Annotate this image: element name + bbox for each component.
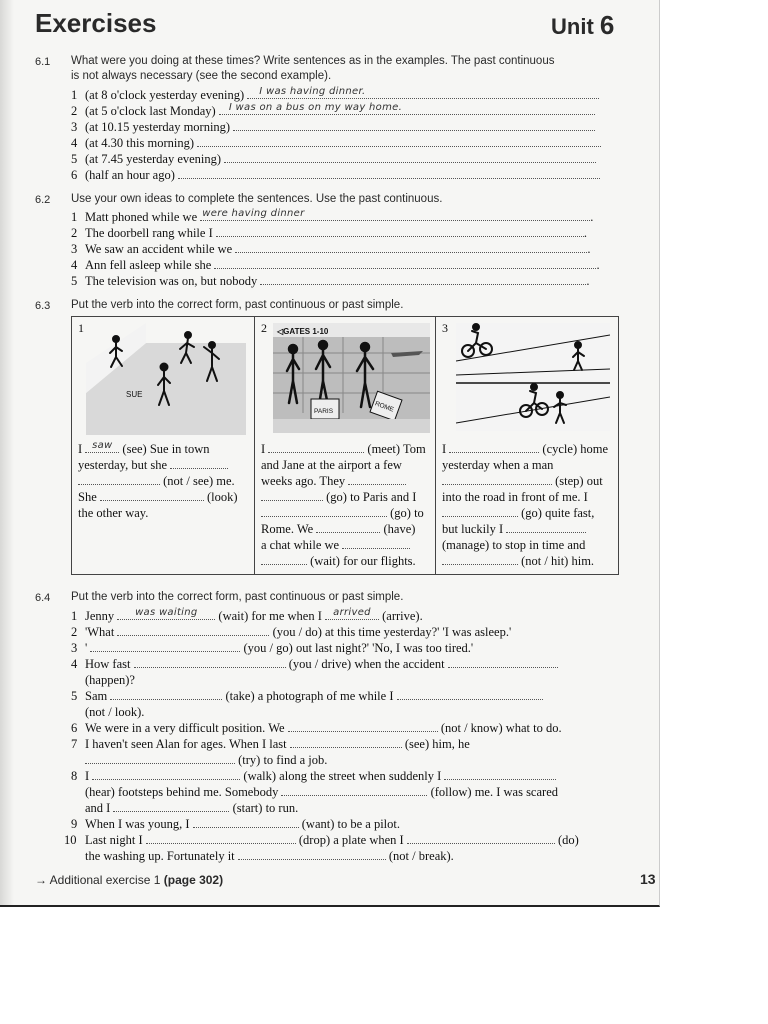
item-text: and I (85, 801, 111, 815)
panel-text-part: but luckily I (442, 522, 504, 536)
panel-text-part: (look) (207, 490, 238, 504)
item-text: (you / do) at this time yesterday?' 'I was asleep.' (272, 625, 512, 639)
item-text: Jenny (85, 609, 115, 623)
item-number: 3 (71, 641, 78, 655)
item-number: 4 (71, 136, 78, 150)
answer-field[interactable] (342, 538, 410, 549)
line-end: . (596, 258, 600, 272)
exercise-line (85, 784, 558, 800)
panel-text (78, 441, 250, 521)
picture-grid (71, 316, 619, 575)
panel-number: 2 (261, 321, 267, 335)
exercise-line (71, 640, 473, 656)
answer-field[interactable] (348, 474, 406, 485)
item-number: 4 (71, 258, 78, 272)
item-number: 1 (71, 609, 78, 623)
exercise-line (71, 241, 590, 257)
street-scene-illustration (86, 323, 246, 435)
handwritten-answer: I was on a bus on my way home. (228, 102, 403, 113)
item-text: (arrive). (382, 609, 423, 623)
item-text: (do) (557, 833, 579, 847)
item-prompt: (half an hour ago) (85, 168, 175, 182)
item-text: (start) to run. (232, 801, 299, 815)
panel-text-part: a chat while we (261, 538, 340, 552)
item-number: 5 (71, 689, 78, 703)
panel-text-part: Rome. We (261, 522, 314, 536)
line-end: . (583, 226, 587, 240)
exercise-line (71, 720, 562, 736)
answer-field[interactable] (214, 257, 596, 269)
airport-scene-illustration (273, 323, 430, 433)
exercise-line (71, 736, 470, 752)
exercise-line (85, 848, 454, 864)
answer-field[interactable] (100, 490, 204, 501)
exercise-line (71, 151, 596, 167)
answer-field[interactable] (193, 816, 299, 828)
item-text: (wait) for me when I (218, 609, 322, 623)
panel-text-part: (step) out (555, 474, 603, 488)
item-number: 10 (64, 833, 77, 847)
exercise-line (71, 119, 595, 135)
item-number: 2 (71, 104, 78, 118)
answer-field[interactable] (442, 554, 518, 565)
exercise-line (71, 225, 587, 241)
exercise-line (85, 672, 135, 688)
panel-text-part: She (78, 490, 97, 504)
handwritten-answer: was waiting (135, 607, 198, 618)
panel-text-part: (meet) Tom (367, 442, 426, 456)
answer-field[interactable] (238, 848, 386, 860)
item-text: (happen)? (85, 673, 135, 687)
answer-field[interactable] (224, 151, 596, 163)
item-text: Last night I (85, 833, 143, 847)
exercise-line (71, 624, 511, 640)
item-text: (hear) footsteps behind me. Somebody (85, 785, 279, 799)
answer-field[interactable] (247, 87, 599, 99)
page-number: 13 (640, 871, 656, 887)
exercise-instruction: is not always necessary (see the second example). (71, 70, 332, 82)
answer-field[interactable] (233, 119, 595, 131)
footer-page-ref: (page 302) (163, 873, 224, 887)
item-text: (not / know) what to do. (440, 721, 562, 735)
panel-text-part: (go) to Paris and I (326, 490, 417, 504)
panel-text-part: (not / hit) him. (521, 554, 595, 568)
answer-field[interactable] (261, 490, 323, 501)
answer-field[interactable] (85, 442, 119, 453)
exercise-number: 6.4 (35, 592, 51, 604)
item-prompt: The television was on, but nobody (85, 274, 258, 288)
exercise-line (85, 752, 327, 768)
item-text: (want) to be a pilot. (301, 817, 400, 831)
paris-bag-label: PARIS (314, 408, 334, 415)
panel-text-part: (manage) to stop in time and (442, 538, 586, 552)
line-end: . (586, 274, 590, 288)
answer-field[interactable] (449, 442, 539, 453)
item-prompt: We saw an accident while we (85, 242, 233, 256)
answer-field[interactable] (281, 784, 427, 796)
answer-field[interactable] (200, 209, 590, 221)
answer-field[interactable] (197, 135, 601, 147)
exercise-line (85, 704, 144, 720)
exercise-line (85, 800, 298, 816)
answer-field[interactable] (506, 522, 586, 533)
unit-label: Unit (551, 14, 594, 39)
answer-field[interactable] (288, 720, 438, 732)
exercise-number: 6.3 (35, 300, 51, 312)
panel-text-part: (wait) for our flights. (310, 554, 416, 568)
exercise-line (71, 135, 601, 151)
panel-text-part: I (261, 442, 266, 456)
exercise-line (64, 832, 579, 848)
exercise-instruction: What were you doing at these times? Write sentences as in the examples. The past continuous (71, 55, 555, 67)
item-number: 3 (71, 120, 78, 134)
answer-field[interactable] (235, 241, 587, 253)
item-number: 8 (71, 769, 78, 783)
handwritten-answer: were having dinner (202, 208, 305, 219)
answer-field[interactable] (134, 656, 286, 668)
answer-field[interactable] (113, 800, 229, 812)
exercise-line (71, 103, 595, 119)
panel-text-part: the other way. (78, 506, 149, 520)
item-text: (follow) me. I was scared (430, 785, 558, 799)
answer-field[interactable] (216, 225, 584, 237)
item-number: 5 (71, 152, 78, 166)
panel-number: 3 (442, 321, 448, 335)
item-prompt: (at 7.45 yesterday evening) (85, 152, 222, 166)
item-text: (you / go) out last night?' 'No, I was too tired.' (243, 641, 474, 655)
picture-panel-2 (254, 317, 436, 574)
panel-text-part: (not / see) me. (163, 474, 235, 488)
item-text: 'What (85, 625, 115, 639)
item-text: (not / break). (388, 849, 454, 863)
panel-text-part: (go) quite fast, (521, 506, 595, 520)
answer-field[interactable] (146, 832, 296, 844)
page-title: Exercises (35, 8, 157, 38)
panel-text-part: I (442, 442, 447, 456)
item-prompt: (at 10.15 yesterday morning) (85, 120, 231, 134)
item-number: 1 (71, 88, 78, 102)
exercise-line (71, 167, 600, 183)
item-prompt: (at 5 o'clock last Monday) (85, 104, 216, 118)
item-text: (you / drive) when the accident (288, 657, 445, 671)
item-text: How fast (85, 657, 131, 671)
exercise-number: 6.2 (35, 194, 51, 206)
picture-panel-1 (72, 317, 254, 574)
exercise-line (71, 273, 589, 289)
answer-field[interactable] (92, 768, 240, 780)
exercise-instruction: Use your own ideas to complete the sentences. Use the past continuous. (71, 193, 443, 205)
answer-field[interactable] (442, 506, 518, 517)
panel-text-part: yesterday when a man (442, 458, 554, 472)
item-number: 1 (71, 210, 78, 224)
item-text: (take) a photograph of me while I (225, 689, 394, 703)
cyclist-scene-illustration (456, 323, 610, 431)
answer-field[interactable] (444, 768, 556, 780)
answer-field[interactable] (442, 474, 552, 485)
exercise-line (71, 209, 593, 225)
exercise-line (71, 768, 556, 784)
item-text: ' (85, 641, 88, 655)
additional-exercise-link[interactable] (35, 873, 223, 887)
exercise-number: 6.1 (35, 56, 51, 68)
item-number: 4 (71, 657, 78, 671)
footer-text: Additional exercise 1 (49, 873, 161, 887)
rome-bag-label: ROME (373, 400, 395, 414)
item-number: 5 (71, 274, 78, 288)
panel-text-part: (see) Sue in town (122, 442, 210, 456)
panel-text-part: and Jane at the airport a few (261, 458, 402, 472)
item-text: (try) to find a job. (238, 753, 328, 767)
exercise-line (71, 656, 558, 672)
answer-field[interactable] (219, 103, 595, 115)
answer-field[interactable] (290, 736, 402, 748)
exercise-line (71, 688, 543, 704)
item-prompt: The doorbell rang while I (85, 226, 213, 240)
answer-field[interactable] (260, 273, 586, 285)
item-text: Sam (85, 689, 108, 703)
answer-field[interactable] (325, 608, 379, 620)
panel-text (261, 441, 432, 569)
panel-number: 1 (78, 321, 84, 335)
answer-field[interactable] (316, 522, 380, 533)
answer-field[interactable] (407, 832, 555, 844)
gates-sign: ◁GATES 1-10 (277, 327, 329, 336)
panel-text-part: (go) to (390, 506, 424, 520)
item-text: (see) him, he (404, 737, 470, 751)
panel-sign-sue: SUE (126, 390, 143, 399)
handwritten-answer: arrived (333, 607, 371, 618)
answer-field[interactable] (78, 474, 160, 485)
line-end: . (587, 242, 591, 256)
exercise-line (71, 87, 599, 103)
answer-field[interactable] (397, 688, 543, 700)
item-text: (walk) along the street when suddenly I (243, 769, 442, 783)
panel-text-part: I (78, 442, 83, 456)
arrow-icon: → (35, 873, 47, 887)
answer-field[interactable] (261, 554, 307, 565)
item-number: 2 (71, 226, 78, 240)
item-number: 6 (71, 721, 78, 735)
panel-text-part: (cycle) home (542, 442, 609, 456)
item-prompt: Matt phoned while we (85, 210, 198, 224)
answer-field[interactable] (268, 442, 364, 453)
item-text: I haven't seen Alan for ages. When I last (85, 737, 287, 751)
answer-field[interactable] (90, 640, 240, 652)
item-number: 3 (71, 242, 78, 256)
item-text: When I was young, I (85, 817, 190, 831)
exercise-line (71, 816, 400, 832)
handwritten-answer: saw (92, 440, 113, 451)
panel-text-part: into the road in front of me. I (442, 490, 588, 504)
page-gutter-shadow (0, 0, 14, 905)
panel-text-part: (have) (383, 522, 416, 536)
answer-field[interactable] (448, 656, 558, 668)
answer-field[interactable] (110, 688, 222, 700)
exercise-instruction: Put the verb into the correct form, past continuous or past simple. (71, 299, 404, 311)
exercise-line (71, 608, 423, 624)
answer-field[interactable] (85, 752, 235, 764)
answer-field[interactable] (178, 167, 600, 179)
item-prompt: Ann fell asleep while she (85, 258, 212, 272)
item-prompt: (at 8 o'clock yesterday evening) (85, 88, 245, 102)
picture-panel-3 (435, 317, 619, 574)
unit-heading (551, 10, 614, 41)
answer-field[interactable] (117, 608, 215, 620)
item-number: 2 (71, 625, 78, 639)
item-text: (drop) a plate when I (298, 833, 404, 847)
unit-number: 6 (599, 10, 615, 40)
answer-field[interactable] (261, 506, 387, 517)
item-number: 7 (71, 737, 78, 751)
answer-field[interactable] (117, 624, 269, 636)
handwritten-answer: I was having dinner. (259, 86, 366, 97)
item-text: We were in a very difficult position. We (85, 721, 285, 735)
item-number: 9 (71, 817, 78, 831)
exercise-line (71, 257, 600, 273)
item-text: I (85, 769, 90, 783)
panel-text (442, 441, 615, 569)
item-text: the washing up. Fortunately it (85, 849, 235, 863)
panel-text-part: weeks ago. They (261, 474, 346, 488)
line-end: . (590, 210, 594, 224)
exercise-instruction: Put the verb into the correct form, past continuous or past simple. (71, 591, 404, 603)
answer-field[interactable] (170, 458, 228, 469)
panel-text-part: yesterday, but she (78, 458, 168, 472)
item-prompt: (at 4.30 this morning) (85, 136, 195, 150)
item-number: 6 (71, 168, 78, 182)
item-text: (not / look). (85, 705, 145, 719)
